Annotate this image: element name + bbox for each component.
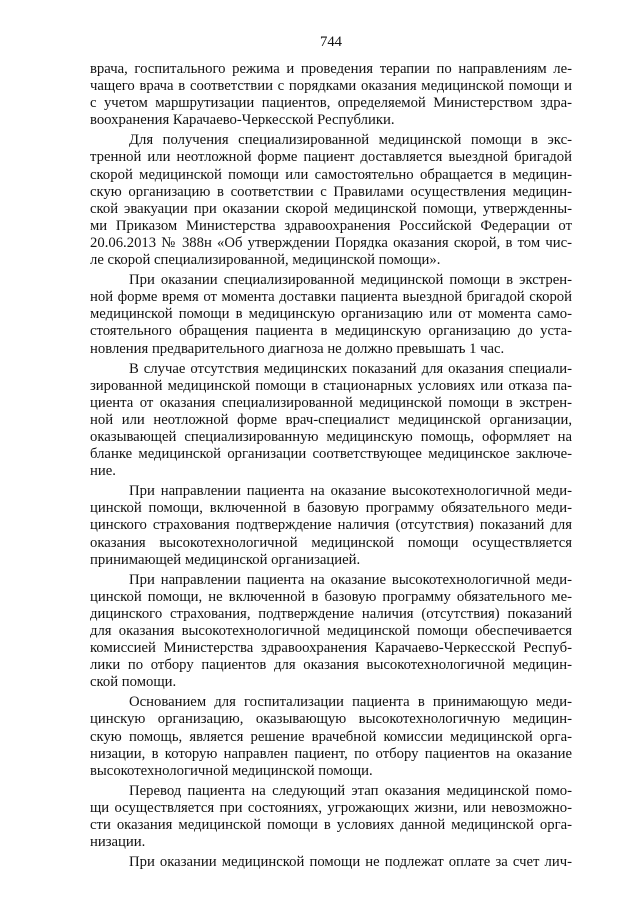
text-line: Основанием для госпитализации пациента в принимающую меди- (129, 694, 572, 711)
text-line: высокотехнологичной медицинской помощи. (90, 762, 373, 779)
page-text-body (90, 61, 572, 871)
paragraph (90, 61, 572, 129)
paragraph (90, 132, 572, 269)
text-line: ние. (90, 463, 116, 480)
text-line: лики по отбору пациентов для оказания высокотехнологичной медицин- (90, 657, 572, 674)
text-line: При оказании медицинской помощи не подлежат оплате за счет лич- (129, 854, 572, 871)
text-line: воохранения Карачаево-Черкесской Республики. (90, 112, 395, 129)
text-line: цинской помощи, включенной в базовую программу обязательного меди- (90, 500, 572, 517)
text-line: цинской помощи, не включенной в базовую программу обязательного ме- (90, 588, 572, 605)
text-line: В случае отсутствия медицинских показаний для оказания специали- (129, 360, 572, 377)
text-line: Перевод пациента на следующий этап оказания медицинской помо- (129, 782, 572, 799)
text-line: оказывающей специализированную медицинскую помощь, оформляет на (90, 428, 572, 445)
text-line: бланке медицинской организации соответствующее медицинское заключе- (90, 446, 572, 463)
text-line: Для получения специализированной медицинской помощи в экс- (129, 132, 572, 149)
paragraph (90, 483, 572, 568)
paragraph (90, 272, 572, 357)
text-line: оказания высокотехнологичной медицинской помощи осуществляется (90, 534, 572, 551)
text-line: низации, в которую направлен пациент, по отбору пациентов на оказание (90, 745, 572, 762)
paragraph (90, 572, 572, 692)
text-line: медицинской помощи в медицинскую организацию или от момента само- (90, 306, 572, 323)
text-line: скую помощь, является решение врачебной комиссии медицинской орга- (90, 728, 572, 745)
text-line: ной или неотложной форме врач-специалист медицинской организации, (90, 411, 572, 428)
text-line: щи осуществляется при состояниях, угрожающих жизни, или невозможно- (90, 799, 572, 816)
text-line: новления предварительного диагноза не должно превышать 1 час. (90, 340, 505, 357)
page-number: 744 (319, 34, 343, 50)
text-line: врача, госпитального режима и проведения терапии по направлениям ле- (90, 61, 572, 77)
text-line: с учетом маршрутизации пациентов, определяемой Министерством здра- (90, 95, 572, 112)
text-line: тренной или неотложной форме пациент доставляется выездной бригадой (90, 149, 572, 166)
text-line: для оказания высокотехнологичной медицинской помощи обеспечивается (90, 623, 572, 639)
text-line: принимающей медицинской организацией. (90, 551, 361, 568)
text-line: При направлении пациента на оказание высокотехнологичной меди- (129, 571, 572, 588)
paragraph (90, 783, 572, 851)
paragraph (90, 694, 572, 779)
text-line: циента от оказания специализированной медицинской помощи в экстрен- (90, 394, 572, 411)
text-line: ской эвакуации при оказании скорой медицинской помощи, утвержденны- (90, 200, 572, 217)
paragraph (90, 361, 572, 481)
text-line: зированной медицинской помощи в стационарных условиях или отказа па- (90, 377, 572, 394)
text-line: ми Приказом Министерства здравоохранения Российской Федерации от (90, 217, 572, 234)
text-line: комиссией Министерства здравоохранения Карачаево-Черкесской Респуб- (90, 640, 572, 657)
text-line: ле скорой специализированной, медицинской помощи». (90, 252, 441, 269)
text-line: При оказании специализированной медицинской помощи в экстрен- (129, 272, 572, 289)
text-line: цинского страхования подтверждение наличия (отсутствия) показаний для (90, 517, 572, 534)
text-line: ной форме время от момента доставки пациента выездной бригадой скорой (90, 289, 572, 306)
text-line: сти оказания медицинской помощи в условиях данной медицинской орга- (90, 817, 572, 834)
text-line: ской помощи. (90, 674, 177, 691)
text-line: чащего врача в соответствии с порядками оказания медицинской помощи и (90, 78, 572, 95)
text-line: низации. (90, 834, 146, 851)
text-line: При направлении пациента на оказание высокотехнологичной меди- (129, 483, 572, 500)
text-line: скорой медицинской помощи или самостоятельно обращается в медицин- (90, 166, 572, 183)
text-line: дицинского страхования, подтверждение наличия (отсутствия) показаний (90, 605, 572, 622)
paragraph (90, 854, 572, 871)
text-line: 20.06.2013 № 388н «Об утверждении Порядка оказания скорой, в том чис- (90, 234, 572, 251)
text-line: стоятельного обращения пациента в медицинскую организацию до уста- (90, 323, 572, 340)
text-line: скую организацию в соответствии с Правилами осуществления медицин- (90, 183, 572, 200)
text-line: цинскую организацию, оказывающую высокотехнологичную медицин- (90, 711, 572, 728)
